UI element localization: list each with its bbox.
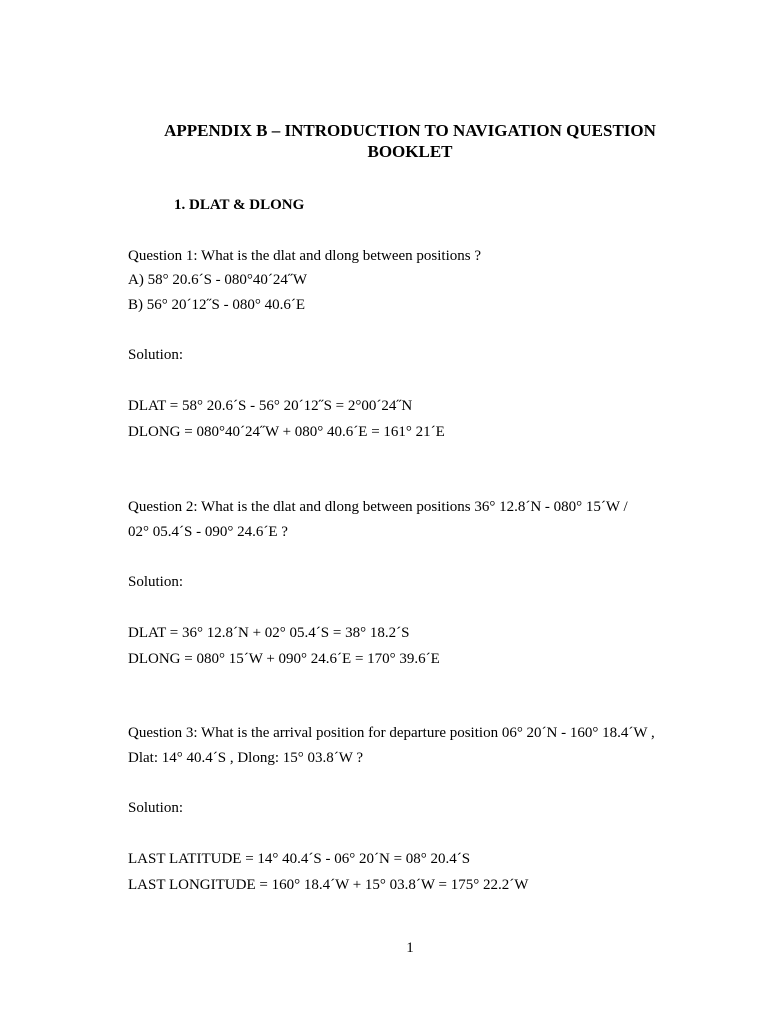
question-3-last-latitude: LAST LATITUDE = 14° 40.4ˊS - 06° 20ˊN = 08° 20.4ˊS: [128, 851, 471, 867]
question-2-solution-label: Solution:: [128, 574, 184, 590]
section-heading: 1. DLAT & DLONG: [174, 197, 305, 213]
question-3-last-longitude: LAST LONGITUDE = 160° 18.4ˊW + 15° 03.8ˊW = 175° 22.2ˊW: [128, 877, 529, 893]
question-1-position-b: B) 56° 20ˊ12˝S - 080° 40.6ˊE: [128, 297, 305, 313]
question-1-position-a: A) 58° 20.6ˊS - 080°40ˊ24˝W: [128, 272, 308, 288]
question-3-solution-label: Solution:: [128, 800, 184, 816]
question-1-dlat: DLAT = 58° 20.6ˊS - 56° 20ˊ12˝S = 2°00ˊ24˝N: [128, 398, 413, 414]
question-3-text: Question 3: What is the arrival position for departure position 06° 20ˊN - 160° 18.4ˊW ,: [128, 725, 655, 741]
question-2-dlat: DLAT = 36° 12.8ˊN + 02° 05.4ˊS = 38° 18.2ˊS: [128, 625, 410, 641]
page-number: 1: [406, 940, 414, 956]
question-1-solution-label: Solution:: [128, 347, 184, 363]
question-1-dlong: DLONG = 080°40ˊ24˝W + 080° 40.6ˊE = 161° 21ˊE: [128, 424, 445, 440]
question-1-text: Question 1: What is the dlat and dlong between positions ?: [128, 248, 481, 264]
question-2-text: Question 2: What is the dlat and dlong between positions 36° 12.8ˊN - 080° 15ˊW /: [128, 499, 628, 515]
question-3-text-continued: Dlat: 14° 40.4ˊS , Dlong: 15° 03.8ˊW ?: [128, 750, 364, 766]
page-title-line-2: BOOKLET: [367, 142, 453, 161]
question-2-dlong: DLONG = 080° 15ˊW + 090° 24.6ˊE = 170° 39.6ˊE: [128, 651, 440, 667]
question-2-text-continued: 02° 05.4ˊS - 090° 24.6ˊE ?: [128, 524, 288, 540]
page-title-line-1: APPENDIX B – INTRODUCTION TO NAVIGATION QUESTION: [164, 121, 656, 140]
